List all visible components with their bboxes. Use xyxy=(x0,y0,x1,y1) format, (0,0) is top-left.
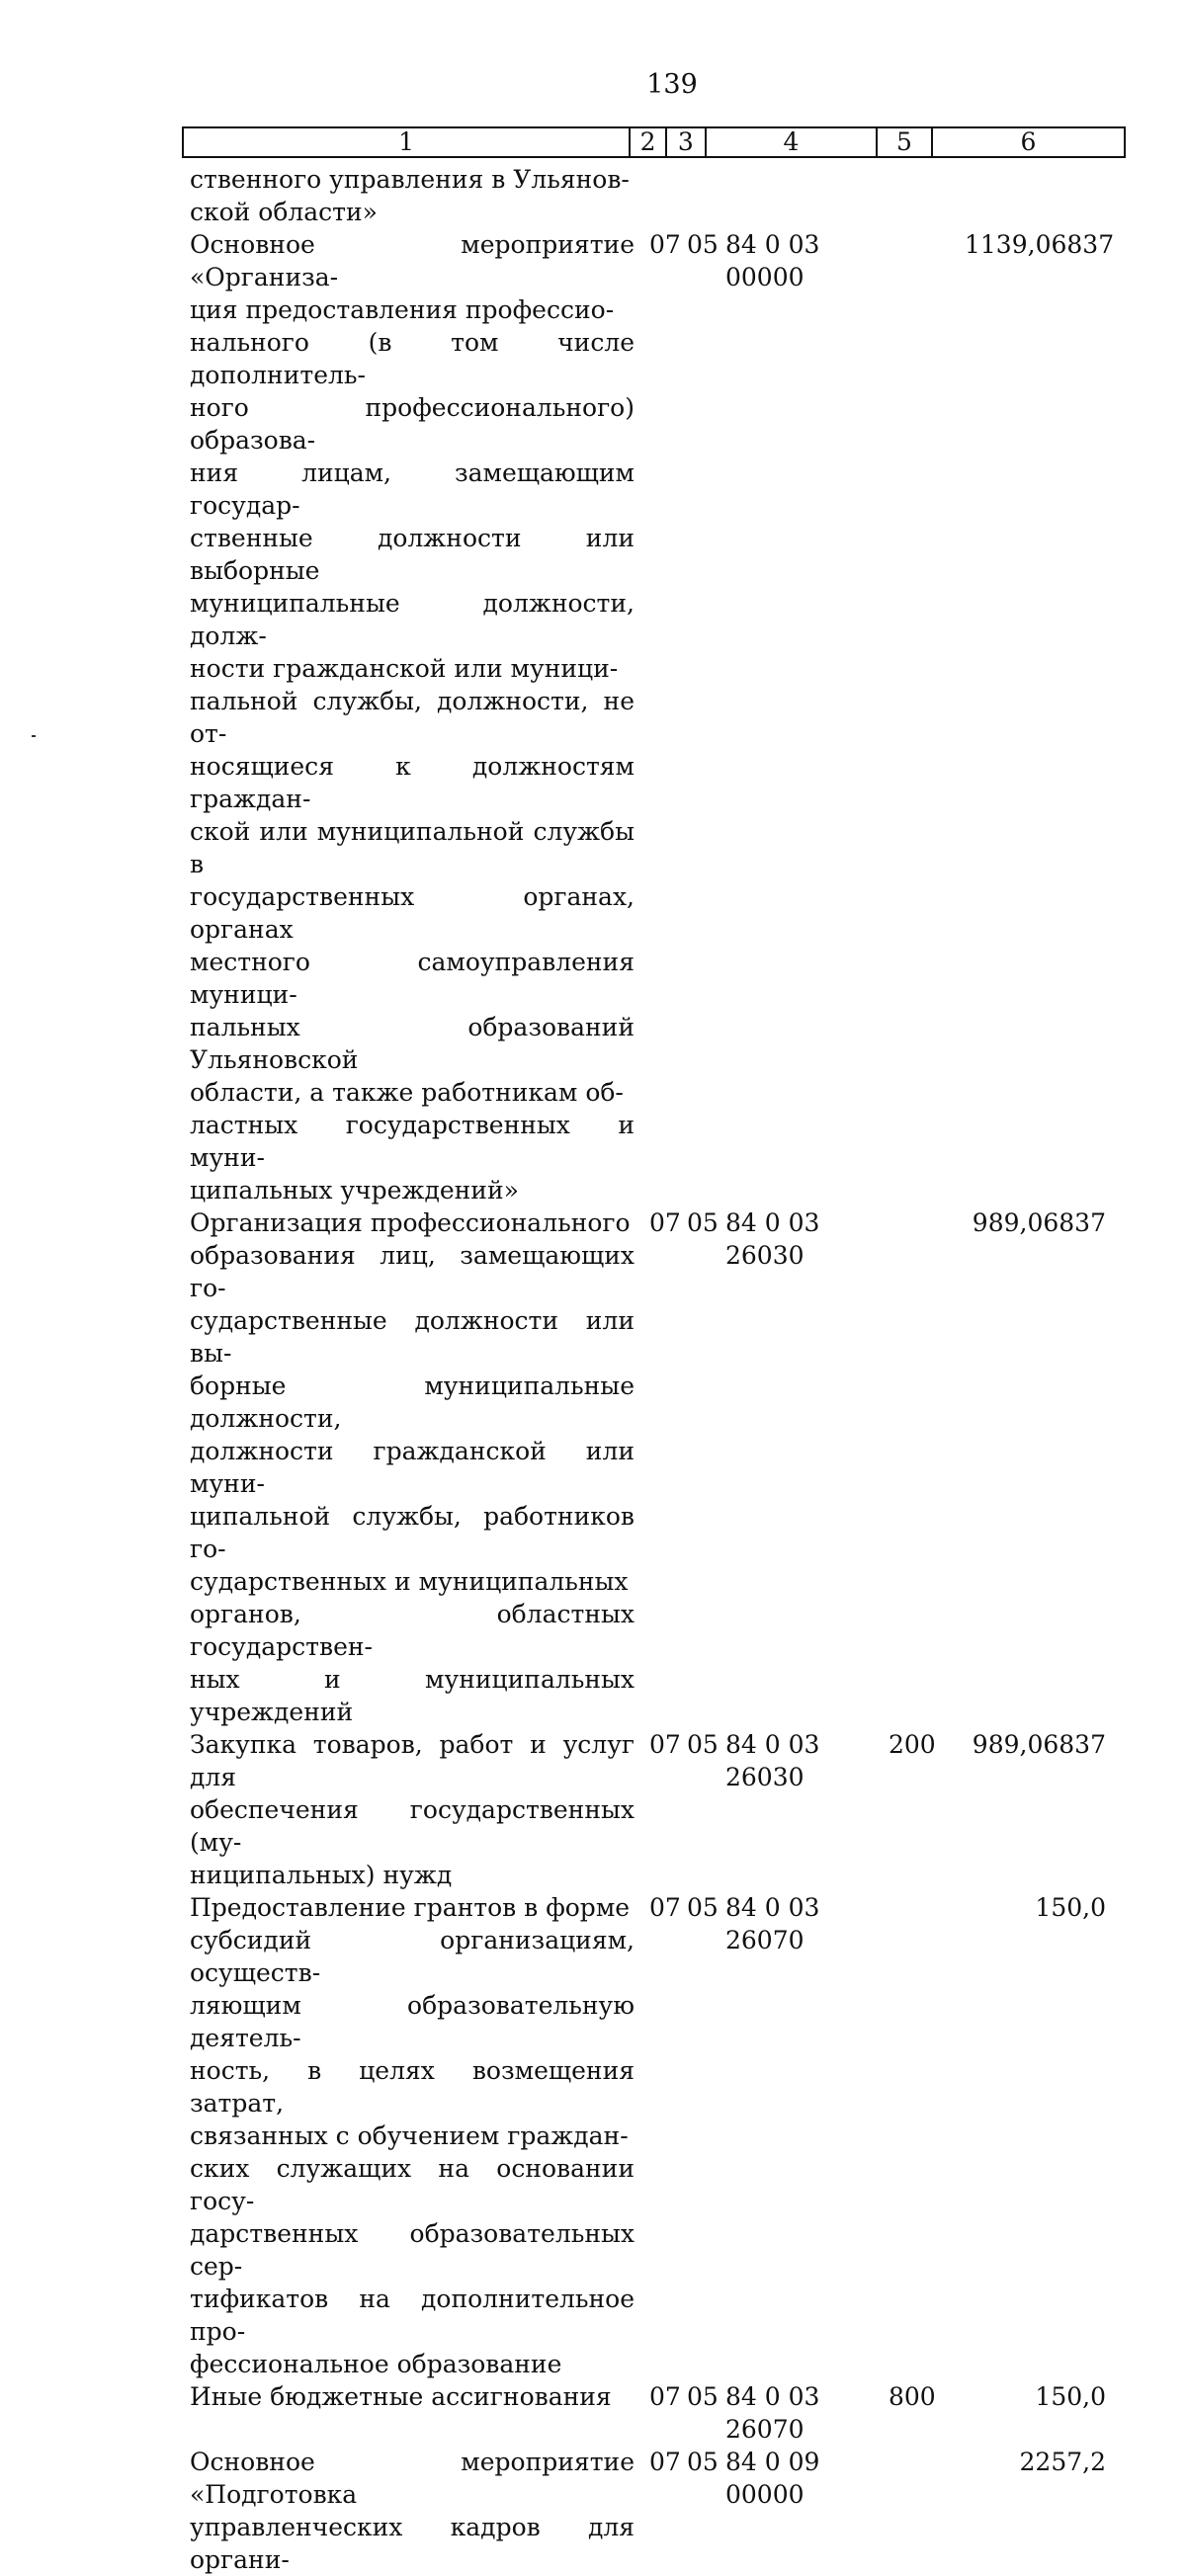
desc-line: пальных образований Ульяновской xyxy=(190,1013,635,1074)
cell-subsection: 05 xyxy=(687,2382,719,2411)
desc-line: муниципальные должности, долж- xyxy=(190,589,635,650)
desc-line: Основное мероприятие «Подготовка xyxy=(190,2448,635,2509)
desc-line: Иные бюджетные ассигнования xyxy=(190,2382,612,2411)
desc-line: сударственных и муниципальных xyxy=(190,1567,629,1596)
desc-line: тификатов на дополнительное про- xyxy=(190,2285,635,2346)
desc-line: Организация профессионального xyxy=(190,1208,631,1237)
desc-line: фессиональное образование xyxy=(190,2350,562,2378)
desc-line: органов, областных государствен- xyxy=(190,1600,635,1661)
cell-subsection: 05 xyxy=(687,1730,719,1759)
desc-line: Закупка товаров, работ и услуг для xyxy=(190,1730,635,1791)
header-col-1: 1 xyxy=(184,128,631,156)
desc-line: ластных государственных и муни- xyxy=(190,1111,635,1172)
page-number: 139 xyxy=(646,69,698,100)
desc-line: должности гражданской или муни- xyxy=(190,1437,635,1498)
header-col-4: 4 xyxy=(707,128,878,156)
cell-subsection: 05 xyxy=(687,1893,719,1922)
desc-line: местного самоуправления муници- xyxy=(190,948,635,1009)
desc-line: ности гражданской или муници- xyxy=(190,654,619,683)
desc-line: дарственных образовательных сер- xyxy=(190,2219,635,2281)
row-description xyxy=(190,1206,635,1728)
cell-section: 07 xyxy=(649,1893,681,1922)
cell-section: 07 xyxy=(649,2382,681,2411)
desc-line: Основное мероприятие «Организа- xyxy=(190,230,635,291)
row-description xyxy=(190,1728,635,1891)
cell-target-code: 84 0 03 00000 xyxy=(725,230,820,291)
cell-target-code: 84 0 03 26070 xyxy=(725,1893,820,1954)
desc-line: борные муниципальные должности, xyxy=(190,1371,635,1433)
desc-line: пальной службы, должности, не от- xyxy=(190,687,635,748)
row-description xyxy=(190,228,635,1206)
desc-line: ственного управления в Ульянов- xyxy=(190,165,630,194)
row-description xyxy=(190,163,635,228)
cell-amount: 1139,06837 xyxy=(965,230,1115,259)
desc-line: ность, в целях возмещения затрат, xyxy=(190,2056,635,2118)
cell-section: 07 xyxy=(649,1730,681,1759)
header-col-3: 3 xyxy=(667,128,707,156)
table-row xyxy=(190,2380,1129,2446)
desc-line: ской или муниципальной службы в xyxy=(190,817,635,878)
table-row xyxy=(190,2446,1129,2576)
table-body xyxy=(190,163,1129,2576)
desc-line: образования лиц, замещающих го- xyxy=(190,1241,635,1302)
desc-line: субсидий организациям, осуществ- xyxy=(190,1926,635,1987)
cell-subsection: 05 xyxy=(687,1208,719,1237)
row-description xyxy=(190,2446,635,2576)
desc-line: сударственные должности или вы- xyxy=(190,1306,635,1368)
cell-expense-type: 200 xyxy=(889,1730,936,1759)
table-row xyxy=(190,228,1129,1206)
desc-line: управленческих кадров для органи- xyxy=(190,2513,635,2574)
cell-amount: 150,0 xyxy=(1035,1893,1106,1922)
cell-target-code: 84 0 03 26030 xyxy=(725,1208,820,1270)
desc-line: связанных с обучением граждан- xyxy=(190,2121,629,2150)
cell-target-code: 84 0 03 26070 xyxy=(725,2382,820,2444)
cell-target-code: 84 0 03 26030 xyxy=(725,1730,820,1791)
cell-section: 07 xyxy=(649,2448,681,2476)
desc-line: ственные должности или выборные xyxy=(190,524,635,585)
cell-section: 07 xyxy=(649,230,681,259)
desc-line: нального (в том числе дополнитель- xyxy=(190,328,635,389)
desc-line: государственных органах, органах xyxy=(190,882,635,944)
table-row xyxy=(190,1728,1129,1891)
desc-line: ских служащих на основании госу- xyxy=(190,2154,635,2215)
desc-line: ципальной службы, работников го- xyxy=(190,1502,635,1563)
desc-line: ципальных учреждений» xyxy=(190,1176,519,1205)
scan-speck xyxy=(32,735,36,737)
cell-subsection: 05 xyxy=(687,2448,719,2476)
header-col-6: 6 xyxy=(1020,127,1037,156)
desc-line: ных и муниципальных учреждений xyxy=(190,1665,635,1726)
table-row xyxy=(190,1891,1129,2380)
desc-line: носящиеся к должностям граждан- xyxy=(190,752,635,813)
row-description xyxy=(190,2380,635,2413)
desc-line: ного профессионального) образова- xyxy=(190,393,635,455)
table-row xyxy=(190,163,1129,228)
table-row xyxy=(190,1206,1129,1728)
cell-amount: 150,0 xyxy=(1035,2382,1106,2411)
desc-line: области, а также работникам об- xyxy=(190,1078,624,1107)
cell-target-code: 84 0 09 00000 xyxy=(725,2448,820,2509)
header-col-5: 5 xyxy=(878,128,933,156)
row-description xyxy=(190,1891,635,2380)
cell-amount: 2257,2 xyxy=(1019,2448,1106,2476)
cell-expense-type: 800 xyxy=(889,2382,936,2411)
cell-subsection: 05 xyxy=(687,230,719,259)
desc-line: ской области» xyxy=(190,198,378,226)
header-col-2: 2 xyxy=(631,128,667,156)
desc-line: ния лицам, замещающим государ- xyxy=(190,458,635,520)
desc-line: обеспечения государственных (му- xyxy=(190,1795,635,1857)
desc-line: Предоставление грантов в форме xyxy=(190,1893,631,1922)
cell-amount: 989,06837 xyxy=(972,1208,1106,1237)
table-header xyxy=(182,126,1126,158)
desc-line: ляющим образовательную деятель- xyxy=(190,1991,635,2052)
cell-amount: 989,06837 xyxy=(972,1730,1106,1759)
desc-line: ниципальных) нужд xyxy=(190,1861,453,1889)
desc-line: ция предоставления профессио- xyxy=(190,295,615,324)
cell-section: 07 xyxy=(649,1208,681,1237)
